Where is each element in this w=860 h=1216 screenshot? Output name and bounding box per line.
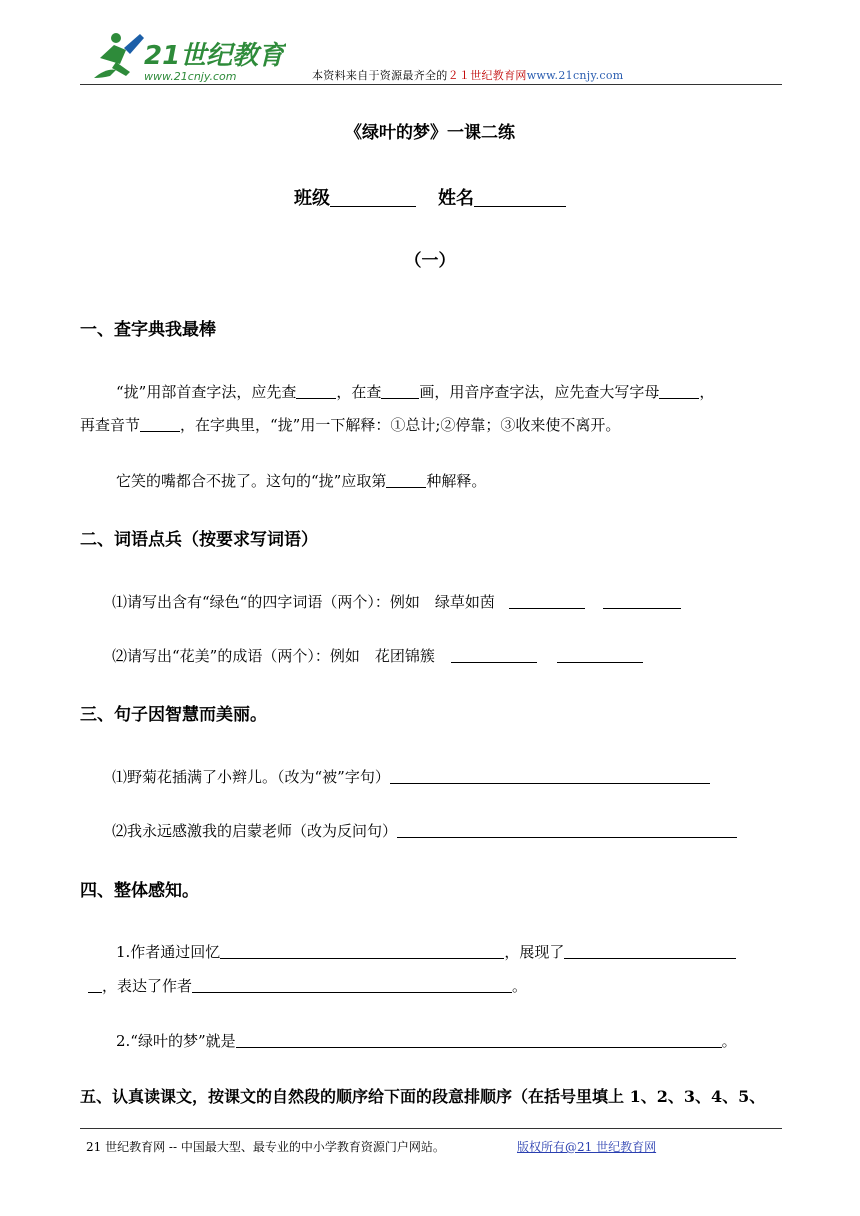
svg-text:www.21cnjy.com: www.21cnjy.com bbox=[144, 70, 237, 83]
s2-item-2-text: ⑵请写出“花美”的成语（两个）：例如 花团锦簇 bbox=[112, 647, 435, 665]
footer-text: 21 世纪教育网 -- 中国最大型、最专业的中小学教育资源门户网站。 bbox=[86, 1140, 445, 1154]
header-note-prefix: 本资料来自于资源最齐全的 bbox=[312, 69, 448, 82]
s3-item-2-blank[interactable] bbox=[397, 823, 737, 838]
s4-blank-1[interactable] bbox=[220, 944, 504, 959]
s1-text-c: 画，用音序查字法，应先查大写字母 bbox=[419, 383, 660, 401]
header-divider bbox=[80, 84, 782, 85]
s1-blank-2[interactable] bbox=[381, 384, 419, 399]
s1-text-g: 它笑的嘴都合不拢了。这句的“拢”应取第 bbox=[116, 472, 387, 490]
name-blank[interactable] bbox=[474, 188, 566, 207]
header-note bbox=[312, 67, 623, 83]
section-4-item-2 bbox=[116, 1030, 737, 1051]
section-1-line-2 bbox=[80, 414, 620, 435]
s2-item-2-blank-2[interactable] bbox=[557, 648, 643, 663]
section-1-line-3 bbox=[116, 470, 486, 491]
footer-copyright-link[interactable]: 版权所有@21 世纪教育网 bbox=[517, 1140, 657, 1154]
header-note-url[interactable]: www.21cnjy.com bbox=[526, 69, 624, 82]
s3-item-1-blank[interactable] bbox=[390, 769, 710, 784]
part-label: （一） bbox=[404, 251, 456, 271]
s4-blank-2-cont[interactable] bbox=[88, 978, 102, 993]
page-title: 《绿叶的梦》一课二练 bbox=[345, 123, 515, 143]
section-4-item-1-line-1 bbox=[116, 941, 736, 962]
section-2-item-1 bbox=[112, 591, 681, 612]
s1-text-h: 种解释。 bbox=[426, 472, 487, 490]
s1-blank-1[interactable] bbox=[296, 384, 336, 399]
section-4-item-1-line-2 bbox=[88, 975, 527, 996]
class-blank[interactable] bbox=[330, 188, 416, 207]
class-label: 班级 bbox=[294, 188, 330, 209]
footer-divider bbox=[80, 1128, 782, 1129]
s1-text-e: 再查音节 bbox=[80, 416, 141, 434]
section-1-heading: 一、查字典我最棒 bbox=[80, 320, 216, 340]
s1-text-a: “拢”用部首查字法，应先查 bbox=[116, 383, 297, 401]
s2-item-1-text: ⑴请写出含有“绿色“的四字词语（两个）：例如 绿草如茵 bbox=[112, 593, 495, 611]
s1-text-f: ，在字典里，“拢”用一下解释：①总计;②停靠；③收来使不离开。 bbox=[180, 416, 621, 434]
s2-item-2-blank-1[interactable] bbox=[451, 648, 537, 663]
section-2-item-2 bbox=[112, 645, 643, 666]
s1-text-b: ，在查 bbox=[336, 383, 382, 401]
s3-item-2-text: ⑵我永远感激我的启蒙老师（改为反问句） bbox=[112, 822, 398, 840]
s4-text-d: 。 bbox=[512, 977, 528, 995]
s2-item-1-blank-1[interactable] bbox=[509, 594, 585, 609]
header-note-site: ２１世纪教育网 bbox=[447, 69, 527, 82]
s1-blank-4[interactable] bbox=[140, 417, 180, 432]
section-5-heading: 五、认真读课文，按课文的自然段的顺序给下面的段意排顺序（在括号里填上 1、2、3、4、5、 bbox=[80, 1087, 766, 1106]
s2-item-1-blank-2[interactable] bbox=[603, 594, 681, 609]
s4-blank-4[interactable] bbox=[236, 1033, 722, 1048]
section-1-line-1 bbox=[116, 381, 714, 402]
section-3-item-1 bbox=[112, 766, 710, 787]
s3-item-1-text: ⑴野菊花插满了小辫儿。（改为“被”字句） bbox=[112, 768, 390, 786]
s4-text-a: 1.作者通过回忆 bbox=[116, 943, 221, 961]
class-name-line bbox=[0, 184, 860, 210]
s4-text-f: 。 bbox=[721, 1032, 737, 1050]
s4-blank-3[interactable] bbox=[192, 978, 512, 993]
section-3-heading: 三、句子因智慧而美丽。 bbox=[80, 705, 267, 725]
s1-blank-5[interactable] bbox=[386, 473, 426, 488]
s4-text-c: ，表达了作者 bbox=[102, 977, 193, 995]
section-4-heading: 四、整体感知。 bbox=[80, 881, 199, 901]
site-logo bbox=[86, 28, 286, 86]
s1-blank-3[interactable] bbox=[659, 384, 699, 399]
s4-text-e: 2.“绿叶的梦”就是 bbox=[116, 1032, 236, 1050]
section-3-item-2 bbox=[112, 820, 737, 841]
section-2-heading: 二、词语点兵（按要求写词语） bbox=[80, 530, 318, 550]
svg-text:21世纪教育: 21世纪教育 bbox=[144, 41, 285, 71]
name-label: 姓名 bbox=[438, 188, 474, 209]
s4-text-b: ，展现了 bbox=[504, 943, 565, 961]
s4-blank-2[interactable] bbox=[564, 944, 736, 959]
s1-text-d: ， bbox=[699, 383, 715, 401]
